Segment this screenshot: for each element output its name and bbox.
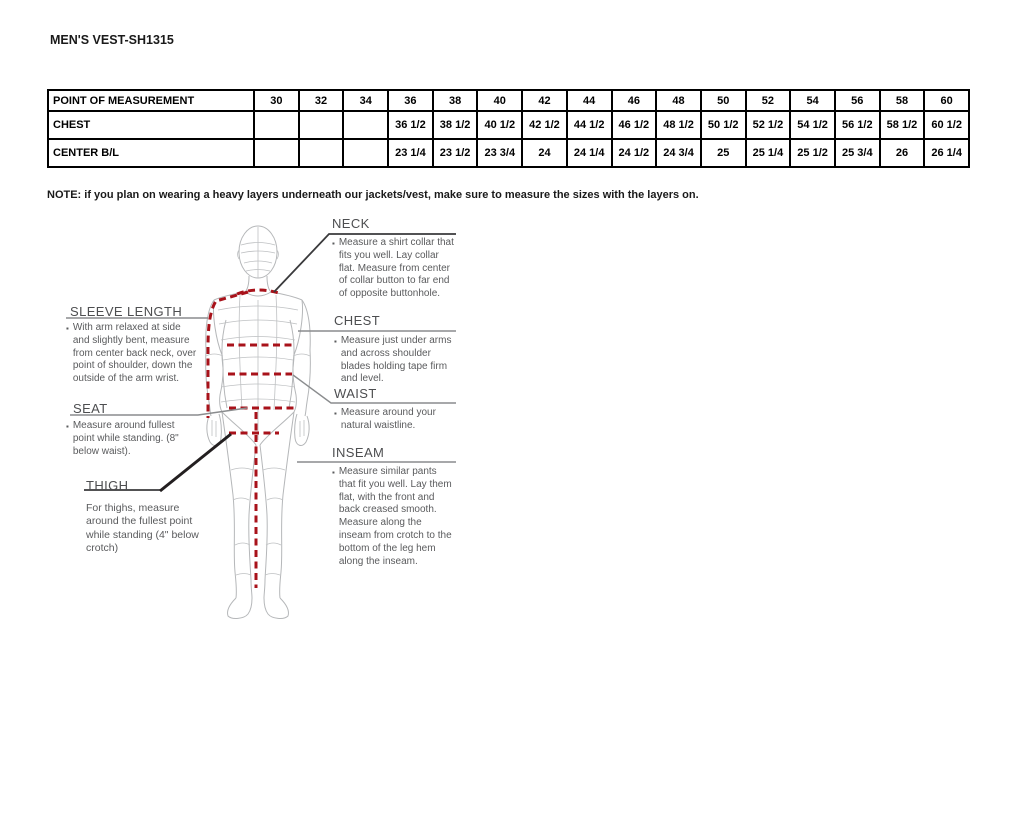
size-col-header: 54	[790, 90, 835, 111]
measurement-cell	[299, 111, 344, 139]
page-title: MEN'S VEST-SH1315	[50, 33, 174, 47]
size-col-header: 56	[835, 90, 880, 111]
row-label: CHEST	[48, 111, 254, 139]
seat-description: ▪ Measure around fullest point while standing. (8" below waist).	[66, 420, 179, 457]
table-row	[48, 139, 969, 167]
measurement-cell: 24 1/2	[612, 139, 657, 167]
bullet-icon: ▪	[66, 422, 69, 431]
measurement-cell: 24	[522, 139, 567, 167]
size-col-header: 36	[388, 90, 433, 111]
bullet-icon: ▪	[66, 324, 69, 333]
measurement-cell: 25	[701, 139, 746, 167]
measurement-cell: 25 1/4	[746, 139, 791, 167]
point-of-measurement-header: POINT OF MEASUREMENT	[48, 90, 254, 111]
measurement-cell: 23 1/4	[388, 139, 433, 167]
row-label: CENTER B/L	[48, 139, 254, 167]
measurement-cell: 46 1/2	[612, 111, 657, 139]
size-table-body	[48, 111, 969, 167]
size-col-header: 40	[477, 90, 522, 111]
measurement-cell: 60 1/2	[924, 111, 969, 139]
measurement-cell: 24 3/4	[656, 139, 701, 167]
bullet-icon: ▪	[332, 468, 335, 477]
size-col-header: 44	[567, 90, 612, 111]
measurement-cell: 36 1/2	[388, 111, 433, 139]
size-col-header: 58	[880, 90, 925, 111]
measurement-cell: 42 1/2	[522, 111, 567, 139]
measurement-cell: 26	[880, 139, 925, 167]
size-col-header: 48	[656, 90, 701, 111]
measurement-cell: 50 1/2	[701, 111, 746, 139]
sleeve-length-description: ▪ With arm relaxed at side and slightly bent, measure from center back neck, over point of shoulder, down the outside of the arm wrist.	[66, 322, 197, 385]
measurement-cell: 23 3/4	[477, 139, 522, 167]
neck-heading: NECK	[332, 216, 370, 231]
measurement-cell	[343, 111, 388, 139]
inseam-heading: INSEAM	[332, 445, 385, 460]
thigh-description: For thighs, measure around the fullest point while standing (4" below crotch)	[86, 502, 199, 555]
size-table	[47, 89, 970, 168]
size-col-header: 34	[343, 90, 388, 111]
neck-measure-line	[237, 290, 282, 294]
measurement-cell: 38 1/2	[433, 111, 478, 139]
waist-heading: WAIST	[334, 386, 377, 401]
size-col-header: 60	[924, 90, 969, 111]
chest-heading: CHEST	[334, 313, 381, 328]
table-row	[48, 111, 969, 139]
chest-description: ▪ Measure just under arms and across shoulder blades holding tape firm and level.	[334, 335, 452, 385]
measurement-cell: 25 3/4	[835, 139, 880, 167]
measurement-cell	[299, 139, 344, 167]
size-col-header: 30	[254, 90, 299, 111]
measurement-cell: 23 1/2	[433, 139, 478, 167]
size-col-header: 38	[433, 90, 478, 111]
size-col-header: 46	[612, 90, 657, 111]
body-wireframe-figure	[206, 226, 311, 618]
measurement-cell: 58 1/2	[880, 111, 925, 139]
measurement-cell	[343, 139, 388, 167]
measurement-cell: 40 1/2	[477, 111, 522, 139]
neck-description: ▪ Measure a shirt collar that fits you well. Lay collar flat. Measure from center of collar button to far end of opposite buttonhole.	[332, 237, 454, 300]
bullet-icon: ▪	[334, 409, 337, 418]
bullet-icon: ▪	[334, 337, 337, 346]
measurement-lines	[208, 290, 294, 588]
size-col-header: 42	[522, 90, 567, 111]
bullet-icon: ▪	[332, 239, 335, 248]
thigh-heading: THIGH	[86, 478, 129, 493]
measurement-cell: 54 1/2	[790, 111, 835, 139]
seat-heading: SEAT	[73, 401, 108, 416]
measurement-cell: 25 1/2	[790, 139, 835, 167]
sleeve-measure-line	[208, 292, 248, 418]
waist-description: ▪ Measure around your natural waistline.	[334, 407, 436, 431]
size-col-header: 32	[299, 90, 344, 111]
measurement-cell: 48 1/2	[656, 111, 701, 139]
sleeve-length-heading: SLEEVE LENGTH	[70, 304, 183, 319]
measurement-cell	[254, 111, 299, 139]
measurement-cell: 56 1/2	[835, 111, 880, 139]
measurement-cell	[254, 139, 299, 167]
size-col-header: 50	[701, 90, 746, 111]
size-table-header	[48, 90, 969, 111]
inseam-description: ▪ Measure similar pants that fit you well. Lay them flat, with the front and back creased smooth. Measure along the inseam from crotch to the bottom of the leg hem along the inseam.	[332, 466, 452, 567]
measurement-cell: 26 1/4	[924, 139, 969, 167]
measurement-cell: 24 1/4	[567, 139, 612, 167]
measurement-cell: 52 1/2	[746, 111, 791, 139]
note-text: NOTE: if you plan on wearing a heavy layers underneath our jackets/vest, make sure to measure the sizes with the layers on.	[47, 189, 699, 201]
size-col-header: 52	[746, 90, 791, 111]
measurement-cell: 44 1/2	[567, 111, 612, 139]
